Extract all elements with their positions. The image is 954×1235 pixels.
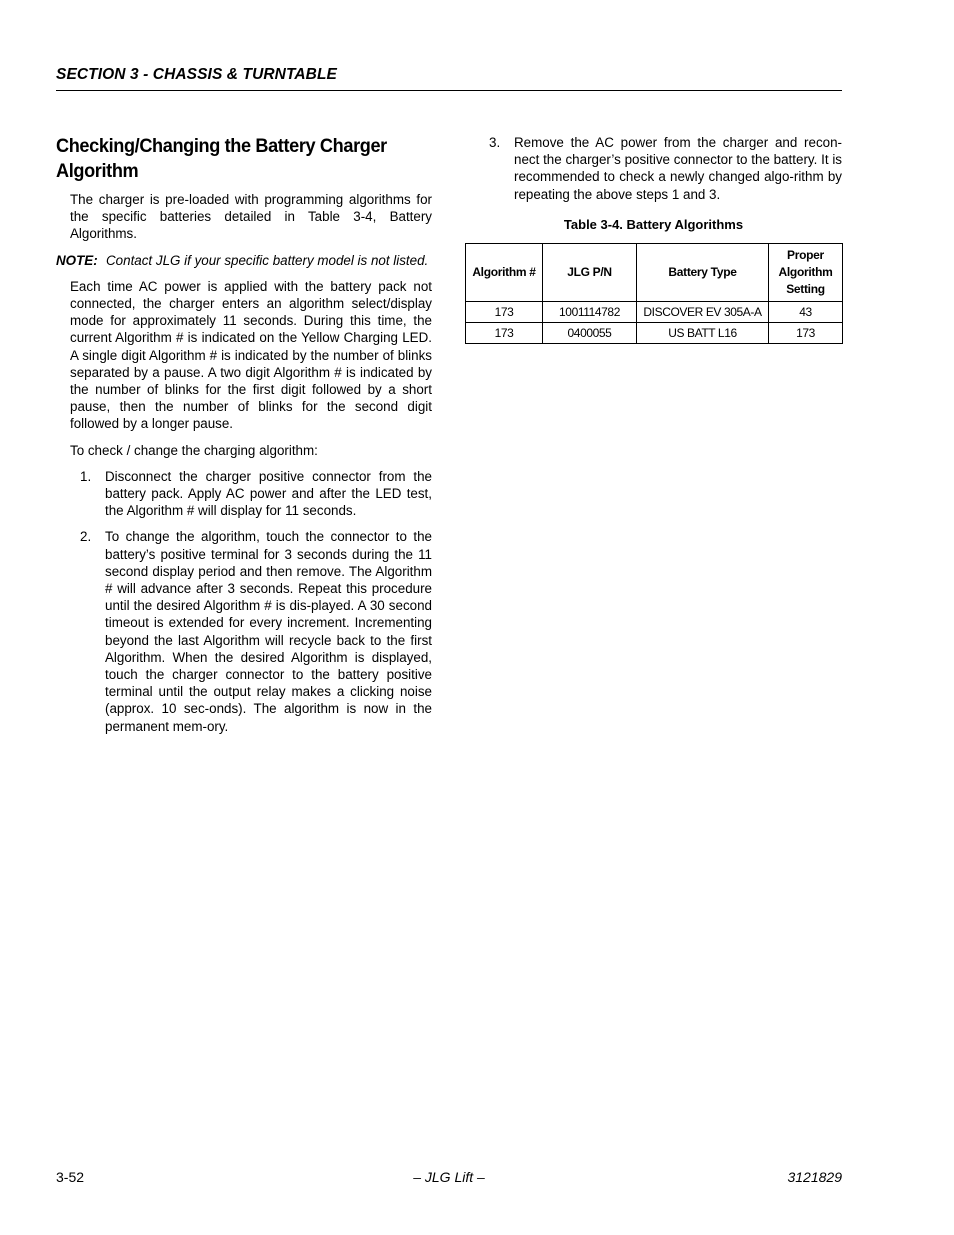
step-text: Disconnect the charger positive connector from the battery pack. Apply AC power and after the LED test, the Algorithm # will display for 11 seconds. — [105, 468, 432, 519]
table-cell: 173 — [466, 301, 543, 322]
table-cell: DISCOVER EV 305A-A — [637, 301, 769, 322]
step-3 — [489, 134, 842, 203]
step-2 — [80, 528, 432, 734]
column-header: JLG P/N — [543, 243, 637, 301]
step-1 — [80, 468, 432, 520]
step-number: 1. — [80, 468, 92, 484]
table-row — [466, 301, 843, 322]
note-text: Contact JLG if your specific battery model is not listed. — [106, 252, 429, 268]
footer-brand: – JLG Lift – — [413, 1169, 485, 1185]
intro-paragraph: The charger is pre-loaded with programming algorithms for the specific batteries detailed in Table 3-4, Battery Algorithms. — [70, 192, 432, 242]
section-title: SECTION 3 - CHASSIS & TURNTABLE — [56, 66, 337, 83]
step-number: 2. — [80, 529, 92, 545]
table-row — [466, 322, 843, 343]
procedure-steps — [56, 468, 432, 735]
column-header: Proper Algorithm Setting — [769, 243, 843, 301]
table-cell: US BATT L16 — [637, 322, 769, 343]
step-number: 3. — [489, 135, 501, 150]
battery-algorithms-table — [465, 243, 843, 344]
table-header-row — [466, 243, 843, 301]
right-column — [465, 134, 842, 344]
note-label: NOTE: — [56, 252, 98, 268]
table-cell: 43 — [769, 301, 843, 322]
column-header: Algorithm # — [466, 243, 543, 301]
check-change-intro: To check / change the charging algorithm: — [70, 442, 318, 458]
step-text: Remove the AC power from the charger and recon-nect the charger’s positive connector to the battery. It is recommended to check a newly changed algo-rithm by repeating the above steps 1 and 3. — [514, 135, 842, 202]
document-number: 3121829 — [787, 1169, 842, 1185]
note-block — [56, 252, 432, 269]
table-cell: 1001114782 — [543, 301, 637, 322]
table-cell: 0400055 — [543, 322, 637, 343]
page-header — [56, 66, 842, 91]
procedure-steps-continued — [465, 134, 842, 203]
algorithm-display-paragraph: Each time AC power is applied with the battery pack not connected, the charger enters an algorithm select/display mode for approximately 11 seconds. During this time, the current Algorithm # is indicated on the Yellow Charging LED. A single digit Algorithm # is indicated by the number of blinks separated by a pause. A two digit Algorithm # is indicated by the number of blinks for the first digit followed by a short pause, then the number of blinks for the second digit followed by a longer pause. — [70, 278, 432, 432]
section-heading: Checking/Changing the Battery Charger Algorithm — [56, 135, 387, 182]
step-text: To change the algorithm, touch the connector to the battery’s positive terminal for 3 seconds during the 11 second display period and then remove. The Algorithm # will advance after 3 seconds. Repeat this procedure until the desired Algorithm # is dis-played. A 30 second timeout is extended for every increment. Incrementing beyond the last Algorithm will recycle back to the first Algorithm. When the desired Algorithm is displayed, touch the charger connector to the battery positive terminal until the output relay makes a clicking noise (approx. 10 sec-onds). The algorithm is now in the permanent mem-ory. — [105, 529, 432, 734]
left-column — [56, 134, 432, 744]
table-cell: 173 — [466, 322, 543, 343]
page-number: 3-52 — [56, 1169, 85, 1185]
table-caption: Table 3-4. Battery Algorithms — [563, 216, 744, 232]
table-cell: 173 — [769, 322, 843, 343]
column-header: Battery Type — [637, 243, 769, 301]
